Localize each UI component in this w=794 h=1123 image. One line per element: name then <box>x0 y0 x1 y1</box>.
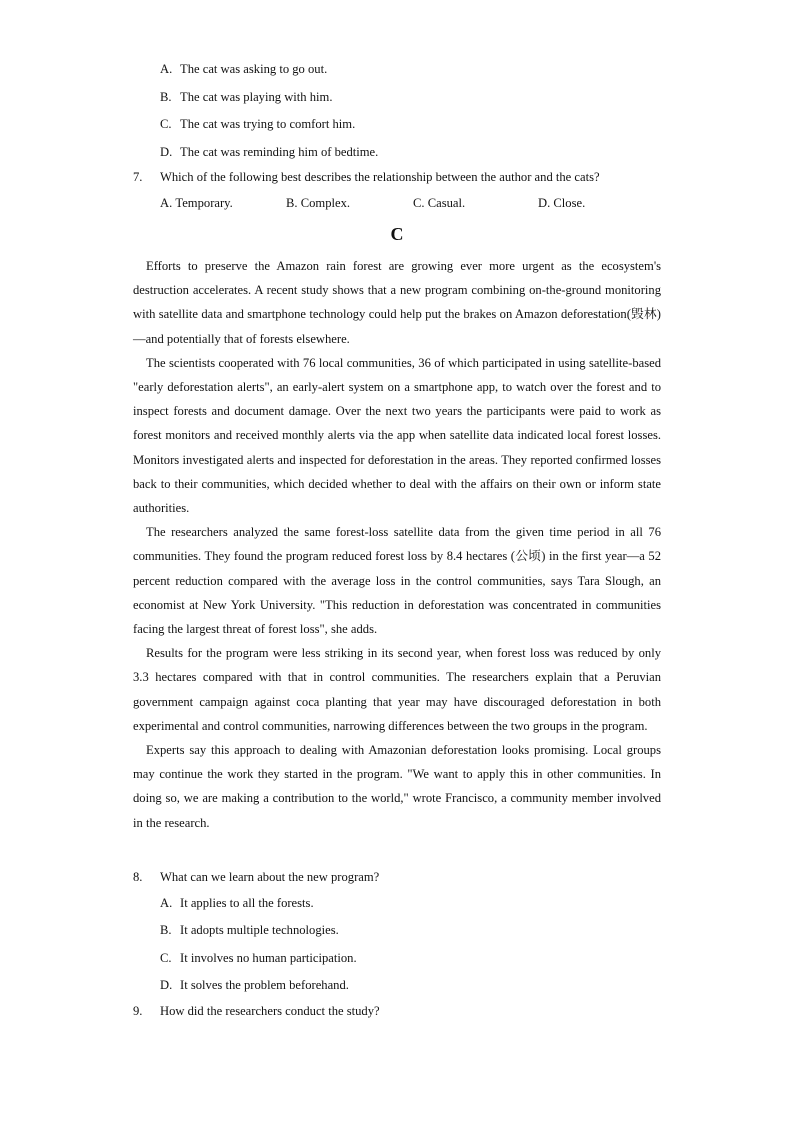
q6-option-d <box>160 145 378 160</box>
question-text: What can we learn about the new program? <box>160 870 380 884</box>
q7-option-b: B. Complex. <box>286 196 351 210</box>
passage-paragraph: Experts say this approach to dealing with Amazonian deforestation looks promising. Local groups may continue the work they started in the program. "We want to apply this in other communities. In doing so, we are making a contribution to the world," wrote Francisco, a community member involved in the research. <box>133 743 661 830</box>
q7-option-d: D. Close. <box>538 196 586 210</box>
option-text: The cat was playing with him. <box>180 90 333 104</box>
option-letter: D. <box>160 978 173 992</box>
q6-option-a <box>160 62 327 77</box>
option-letter: B. <box>160 923 172 937</box>
passage-paragraph: The scientists cooperated with 76 local communities, 36 of which participated in using satellite-based "early deforestation alerts", an early-alert system on a smartphone app, to watch over the forest and to inspect forests and document damage. Over the next two years the participants were paid to work as forest monitors and received monthly alerts via the app when satellite data indicated local forest losses. Monitors investigated alerts and inspected for deforestation in the areas. They reported confirmed losses back to their communities, which decided whether to deal with the affairs on their own or inform state authorities. <box>133 355 661 516</box>
reading-passage <box>133 254 661 835</box>
section-title: C <box>390 224 404 244</box>
question-text: Which of the following best describes the relationship between the author and the cats? <box>160 170 600 184</box>
option-text: The cat was asking to go out. <box>180 62 328 76</box>
q7-options <box>160 196 620 214</box>
option-text: The cat was reminding him of bedtime. <box>180 145 379 159</box>
question-number: 9. <box>133 1004 143 1018</box>
option-letter: B. <box>160 90 172 104</box>
option-letter: A. <box>160 896 173 910</box>
question-8 <box>133 870 379 885</box>
option-letter: D. <box>160 145 173 159</box>
option-text: It solves the problem beforehand. <box>180 978 349 992</box>
q7-option-c: C. Casual. <box>413 196 466 210</box>
option-text: The cat was trying to comfort him. <box>180 117 356 131</box>
q6-option-b <box>160 90 333 105</box>
passage-paragraph: Efforts to preserve the Amazon rain forest are growing ever more urgent as the ecosystem's destruction accelerates. A recent study shows that a new program combining on-the-ground monitoring with satellite data and smartphone technology could help put the brakes on Amazon deforestation(毁林)—and potentially that of forests elsewhere. <box>133 259 661 346</box>
question-text: How did the researchers conduct the study? <box>160 1004 380 1018</box>
option-text: It involves no human participation. <box>180 951 357 965</box>
question-7 <box>133 170 600 185</box>
question-9 <box>133 1004 380 1019</box>
q8-option-b <box>160 923 339 938</box>
q7-option-a: A. Temporary. <box>160 196 233 210</box>
passage-paragraph: Results for the program were less striking in its second year, when forest loss was reduced by only 3.3 hectares compared with that in control communities. The researchers explain that a Peruvian government campaign against coca planting that year may have discouraged deforestation in both experimental and control communities, narrowing differences between the two groups in the program. <box>133 646 661 733</box>
q8-option-d <box>160 978 349 993</box>
passage-paragraph: The researchers analyzed the same forest-loss satellite data from the given time period in all 76 communities. They found the program reduced forest loss by 8.4 hectares (公顷) in the first year—a 52 percent reduction compared with the average loss in the control communities, says Tara Slough, an economist at New York University. "This reduction in deforestation was concentrated in communities facing the largest threat of forest loss", she adds. <box>133 525 661 637</box>
q6-option-c <box>160 117 355 132</box>
q8-option-c <box>160 951 357 966</box>
option-text: It applies to all the forests. <box>180 896 314 910</box>
question-number: 8. <box>133 870 143 884</box>
option-letter: A. <box>160 62 173 76</box>
question-number: 7. <box>133 170 143 184</box>
option-letter: C. <box>160 117 172 131</box>
option-letter: C. <box>160 951 172 965</box>
option-text: It adopts multiple technologies. <box>180 923 339 937</box>
q8-option-a <box>160 896 314 911</box>
